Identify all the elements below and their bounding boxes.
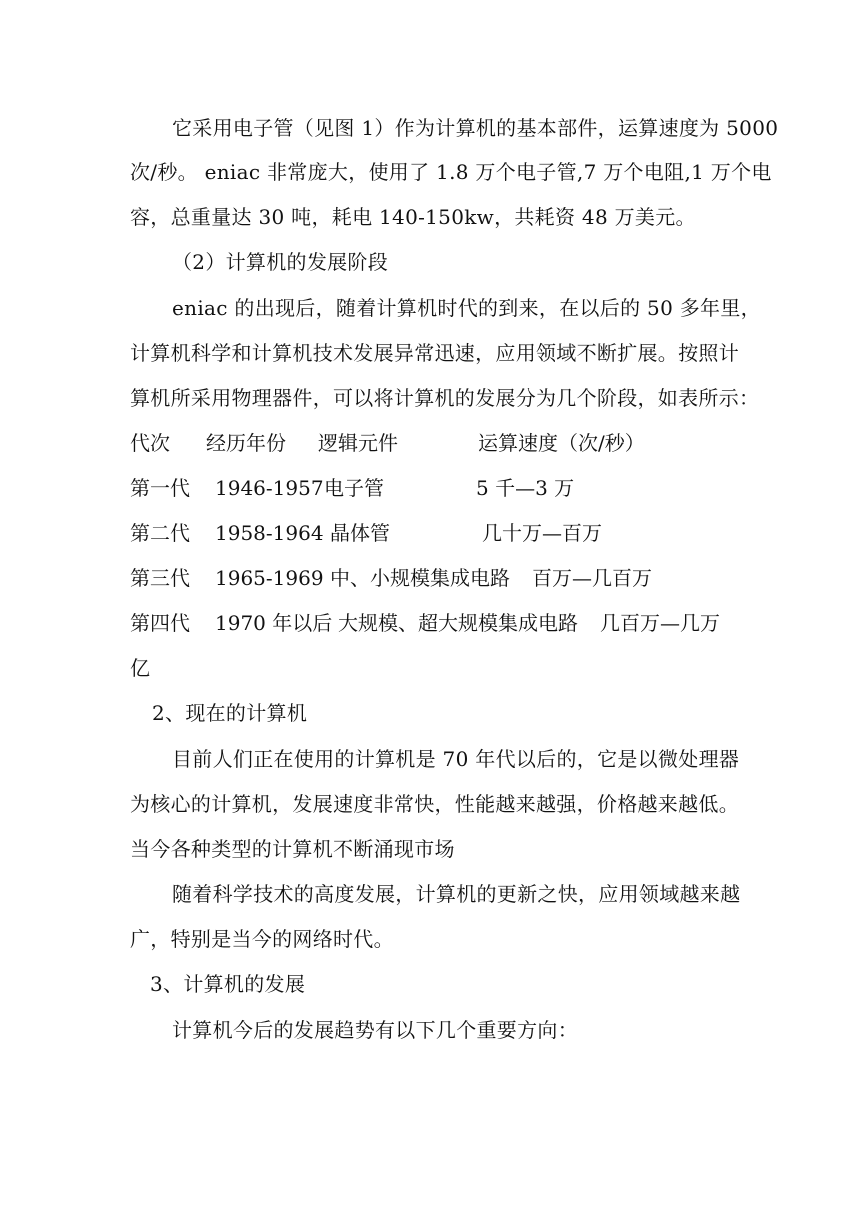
row-component: 电子管 <box>324 476 384 500</box>
paragraph-current2-line-1: 随着科学技术的高度发展，计算机的更新之快，应用领域越来越 <box>172 882 741 906</box>
paragraph-current1-line-2: 为核心的计算机，发展速度非常快，性能越来越强，价格越来越低。 <box>130 792 739 816</box>
paragraph-stages-line-2: 计算机科学和计算机技术发展异常迅速，应用领域不断扩展。按照计 <box>130 341 739 365</box>
paragraph-eniac-line-1: 它采用电子管（见图 1）作为计算机的基本部件，运算速度为 5000 <box>172 116 779 140</box>
heading-computer-development: 3、计算机的发展 <box>150 972 306 996</box>
row-component: 晶体管 <box>330 521 390 545</box>
paragraph-current1-line-1: 目前人们正在使用的计算机是 70 年代以后的，它是以微处理器 <box>172 747 740 771</box>
row-generation: 第二代 <box>130 521 190 545</box>
heading-current-computers: 2、现在的计算机 <box>152 701 308 725</box>
paragraph-current1-line-3: 当今各种类型的计算机不断涌现市场 <box>130 837 455 861</box>
header-speed: 运算速度（次/秒） <box>478 431 645 455</box>
row-generation: 第四代 <box>130 611 190 635</box>
paragraph-eniac-line-2: 次/秒。 eniac 非常庞大，使用了 1.8 万个电子管,7 万个电阻,1 万个电 <box>130 160 772 184</box>
row-years: 1958-1964 <box>215 521 324 545</box>
row-speed: 几十万—百万 <box>482 521 602 545</box>
row-generation: 第三代 <box>130 566 190 590</box>
paragraph-stages-line-3: 算机所采用物理器件，可以将计算机的发展分为几个阶段，如表所示： <box>130 386 760 410</box>
heading-development-stages: （2）计算机的发展阶段 <box>172 250 389 274</box>
row-speed: 5 千—3 万 <box>476 476 575 500</box>
row-component: 中、小规模集成电路 <box>330 566 510 590</box>
header-years: 经历年份 <box>206 431 286 455</box>
row-years: 1965-1969 <box>215 566 324 590</box>
paragraph-current2-line-2: 广，特别是当今的网络时代。 <box>130 927 394 951</box>
row-speed: 百万—几百万 <box>532 566 652 590</box>
row-speed-wrap: 亿 <box>130 656 150 680</box>
header-generation: 代次 <box>130 431 170 455</box>
paragraph-stages-line-1: eniac 的出现后，随着计算机时代的到来，在以后的 50 多年里， <box>172 296 761 320</box>
row-generation: 第一代 <box>130 476 190 500</box>
row-years: 1946-1957 <box>215 476 324 500</box>
header-component: 逻辑元件 <box>318 431 398 455</box>
paragraph-eniac-line-3: 容，总重量达 30 吨，耗电 140-150kw，共耗资 48 万美元。 <box>130 205 696 229</box>
row-component: 大规模、超大规模集成电路 <box>338 611 578 635</box>
row-speed: 几百万—几万 <box>600 611 720 635</box>
row-years: 1970 年以后 <box>215 611 333 635</box>
paragraph-development-line-1: 计算机今后的发展趋势有以下几个重要方向： <box>172 1018 578 1042</box>
